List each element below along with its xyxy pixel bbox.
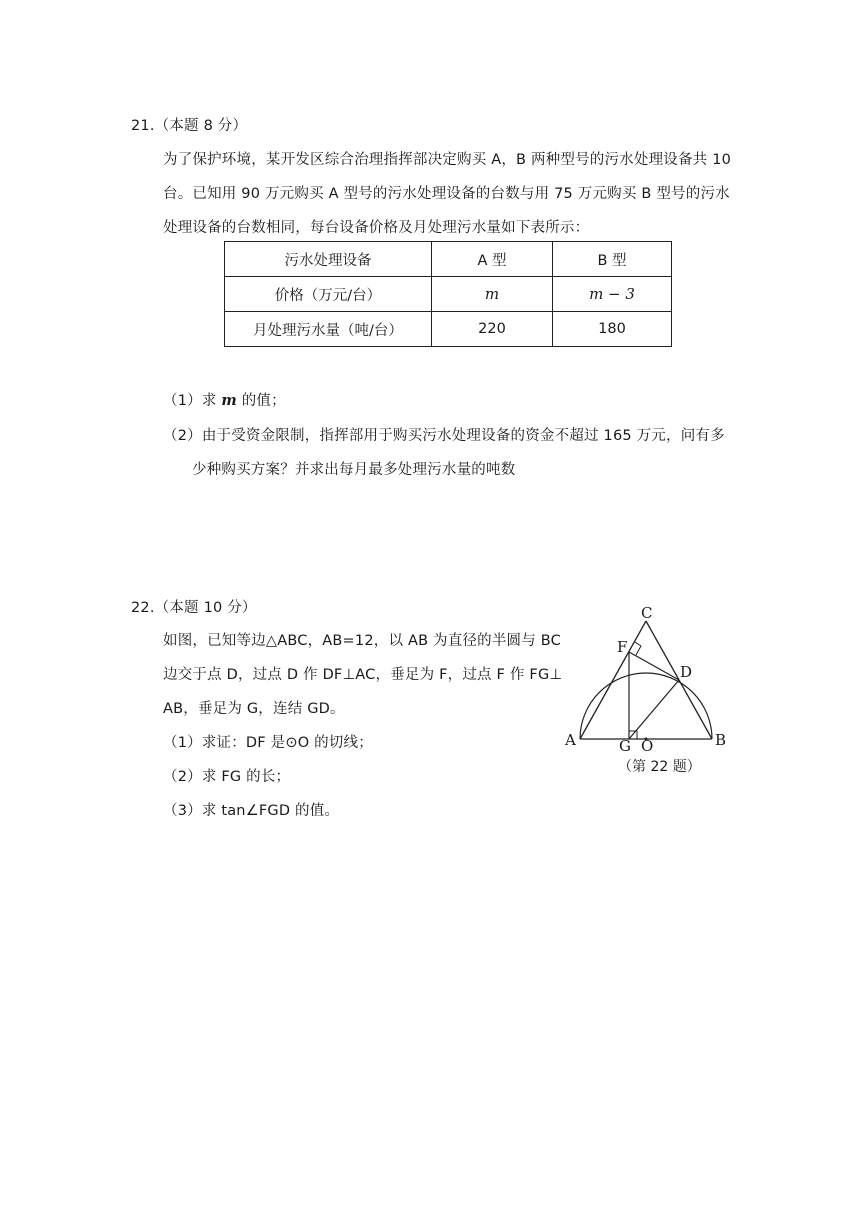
- q21-para-line-3: 处理设备的台数相同，每台设备价格及月处理污水量如下表所示：: [163, 220, 590, 236]
- table-cell: 180: [553, 312, 672, 347]
- price-b-value: m − 3: [589, 285, 635, 303]
- label-d: D: [680, 663, 693, 681]
- table-row: [225, 277, 672, 312]
- q21-equipment-table: [224, 241, 672, 347]
- table-cell: 价格（万元/台）: [225, 277, 432, 312]
- table-header-row: [225, 242, 672, 277]
- q22-geometry-figure: [560, 600, 750, 782]
- label-g: G: [619, 737, 631, 755]
- label-b: B: [715, 731, 727, 749]
- segment-ac: [580, 621, 646, 739]
- table-cell: 220: [432, 312, 553, 347]
- q21-sub1-var: m: [221, 392, 237, 409]
- q22-sub-3: （3）求 tan∠FGD 的值。: [163, 803, 340, 819]
- label-o: O: [641, 737, 654, 755]
- table-header-cell: 污水处理设备: [225, 242, 432, 277]
- q21-sub1-prefix: （1）求: [163, 393, 222, 409]
- right-angle-mark-f: [635, 642, 641, 655]
- semicircle-arc: [580, 673, 712, 739]
- table-cell: 月处理污水量（吨/台）: [225, 312, 432, 347]
- q21-para-line-2: 台。已知用 90 万元购买 A 型号的污水处理设备的台数与用 75 万元购买 B 型号的污水: [163, 186, 730, 202]
- q22-para-line-3: AB，垂足为 G，连结 GD。: [163, 701, 345, 717]
- table-header-cell: B 型: [553, 242, 672, 277]
- q22-sub-1: （1）求证：DF 是⊙O 的切线；: [163, 735, 373, 751]
- table-cell: [432, 277, 553, 312]
- q22-sub-2: （2）求 FG 的长；: [163, 769, 291, 785]
- q22-para-line-1: 如图，已知等边△ABC，AB=12，以 AB 为直径的半圆与 BC: [163, 633, 561, 649]
- table-cell: [553, 277, 672, 312]
- table-row: [225, 312, 672, 347]
- table-header-cell: A 型: [432, 242, 553, 277]
- q21-sub1-suffix: 的值；: [236, 393, 286, 409]
- price-a-value: m: [484, 285, 500, 303]
- q21-sub1: [163, 389, 286, 410]
- label-c: C: [641, 604, 653, 622]
- q22-para-line-2: 边交于点 D，过点 D 作 DF⊥AC，垂足为 F，过点 F 作 FG⊥: [163, 667, 563, 683]
- segment-gd: [629, 680, 679, 739]
- figure-caption: （第 22 题）: [618, 759, 701, 775]
- q21-para-line-1: 为了保护环境，某开发区综合治理指挥部决定购买 A，B 两种型号的污水处理设备共 10: [163, 152, 732, 168]
- label-a: A: [565, 731, 576, 749]
- q21-header: 21.（本题 8 分）: [131, 118, 248, 134]
- q21-sub2-line-1: （2）由于受资金限制，指挥部用于购买污水处理设备的资金不超过 165 万元，问有多: [163, 428, 725, 444]
- q21-sub2-line-2: 少种购买方案？并求出每月最多处理污水量的吨数: [192, 462, 516, 478]
- q22-header: 22.（本题 10 分）: [131, 600, 257, 616]
- label-f: F: [617, 638, 628, 656]
